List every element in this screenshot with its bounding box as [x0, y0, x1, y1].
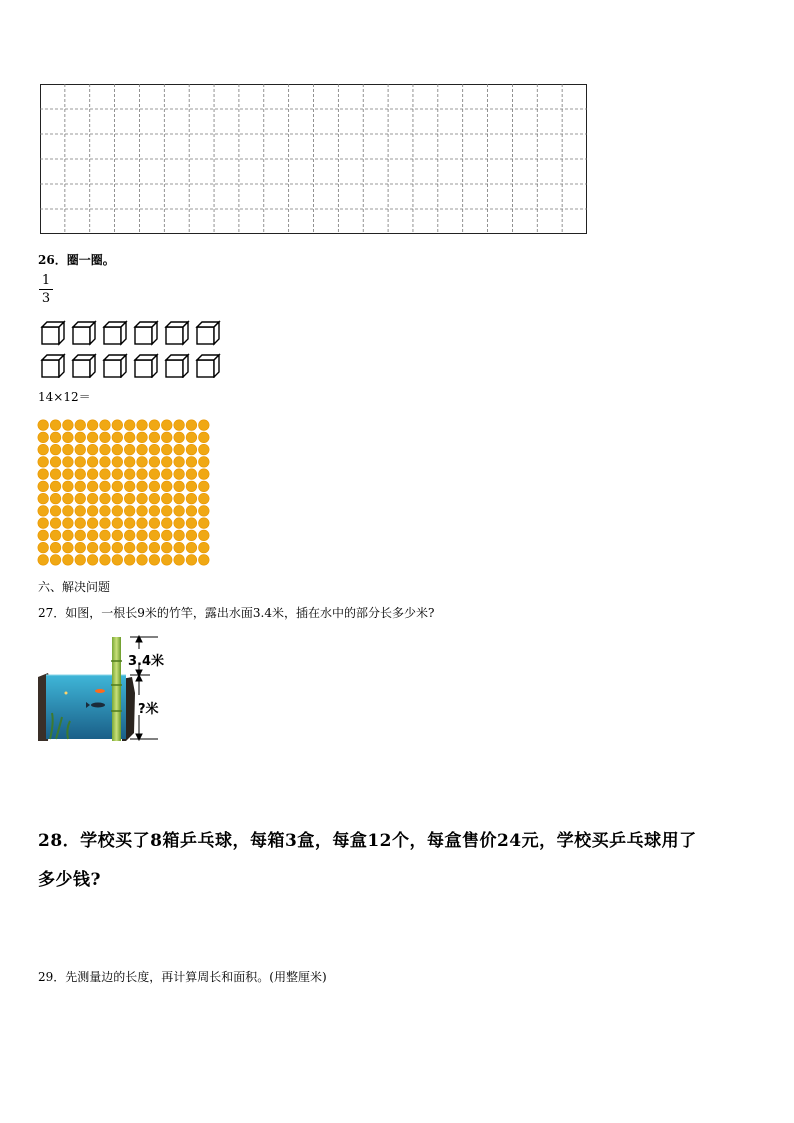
cube-icon [42, 322, 64, 344]
dot [198, 481, 209, 492]
dot [161, 420, 172, 431]
dot [38, 481, 49, 492]
dot [100, 530, 111, 541]
dot [149, 530, 160, 541]
dot [75, 420, 86, 431]
dot [112, 432, 123, 443]
cube-icon [197, 322, 219, 344]
dot [50, 457, 61, 468]
dot [100, 420, 111, 431]
dot [124, 420, 135, 431]
dot [100, 444, 111, 455]
dot [75, 530, 86, 541]
dot [161, 469, 172, 480]
dot [149, 432, 160, 443]
dot [75, 457, 86, 468]
dot [161, 542, 172, 553]
dot [124, 506, 135, 517]
dot [63, 518, 74, 529]
fraction-denominator: 3 [41, 291, 51, 306]
dot [87, 493, 98, 504]
dot [75, 518, 86, 529]
dot [75, 506, 86, 517]
dot [100, 493, 111, 504]
dot [198, 457, 209, 468]
dot [50, 493, 61, 504]
dot [137, 469, 148, 480]
dot [124, 555, 135, 566]
dot [198, 530, 209, 541]
dot [100, 481, 111, 492]
dot [149, 542, 160, 553]
dot [50, 444, 61, 455]
cube-icon [73, 355, 95, 377]
dot [161, 493, 172, 504]
fraction-numerator: 1 [41, 273, 51, 288]
dot [198, 444, 209, 455]
dot [112, 420, 123, 431]
dot [174, 518, 185, 529]
dot [137, 457, 148, 468]
dot [63, 432, 74, 443]
dot [198, 518, 209, 529]
dot [63, 542, 74, 553]
dot [50, 506, 61, 517]
dot [75, 493, 86, 504]
dot [100, 518, 111, 529]
fish-dark [91, 703, 105, 708]
dot [63, 444, 74, 455]
label-above-water: 3.4米 [128, 654, 165, 669]
dot [50, 518, 61, 529]
multiplication-expression: 14×12＝ [38, 390, 91, 404]
dot [63, 481, 74, 492]
dot [198, 542, 209, 553]
dot [161, 518, 172, 529]
dot [161, 432, 172, 443]
dot [75, 444, 86, 455]
dot [50, 420, 61, 431]
dot [63, 457, 74, 468]
dot [75, 469, 86, 480]
dot [38, 420, 49, 431]
question-27-text: 27．如图，一根长9米的竹竿，露出水面3.4米，插在水中的部分长多少米? [38, 606, 435, 620]
dot [174, 469, 185, 480]
dot [124, 518, 135, 529]
cube-icon [135, 355, 157, 377]
dot [38, 518, 49, 529]
dot [137, 444, 148, 455]
dot [137, 542, 148, 553]
dot [87, 469, 98, 480]
cube-icon [166, 322, 188, 344]
dot [149, 444, 160, 455]
dot [174, 457, 185, 468]
dot [149, 493, 160, 504]
dot [112, 530, 123, 541]
label-in-water: ?米 [138, 702, 159, 717]
dot [174, 481, 185, 492]
dot [186, 555, 197, 566]
dot [198, 555, 209, 566]
dot [174, 530, 185, 541]
dot [186, 542, 197, 553]
dot [75, 542, 86, 553]
dot [186, 420, 197, 431]
dot [149, 469, 160, 480]
dot [186, 457, 197, 468]
dot [63, 420, 74, 431]
dot [161, 555, 172, 566]
dot [149, 481, 160, 492]
dot [50, 469, 61, 480]
dot [124, 457, 135, 468]
dot [50, 530, 61, 541]
dot [174, 506, 185, 517]
dot [38, 555, 49, 566]
cube-icon [197, 355, 219, 377]
dot [137, 420, 148, 431]
cube-icon [73, 322, 95, 344]
dot [87, 481, 98, 492]
dot [87, 530, 98, 541]
dot [137, 555, 148, 566]
dot [186, 493, 197, 504]
dot [112, 469, 123, 480]
question-28-line-1: 28．学校买了8箱乒乓球，每箱3盒，每盒12个，每盒售价24元，学校买乒乓球用了 [38, 831, 697, 851]
dot [186, 518, 197, 529]
dot [174, 420, 185, 431]
dot [38, 444, 49, 455]
dot [100, 469, 111, 480]
dot [124, 542, 135, 553]
fraction-bar [39, 289, 53, 290]
dot [186, 444, 197, 455]
dot [112, 481, 123, 492]
dot [38, 493, 49, 504]
dot [124, 432, 135, 443]
dot [149, 457, 160, 468]
bamboo-pole [112, 637, 121, 741]
dot [63, 506, 74, 517]
dot [112, 493, 123, 504]
dot [112, 506, 123, 517]
dot [161, 506, 172, 517]
cube-group [40, 320, 230, 378]
dot [38, 542, 49, 553]
dot [137, 506, 148, 517]
dot [137, 481, 148, 492]
dot [112, 555, 123, 566]
dot [38, 469, 49, 480]
dot [38, 530, 49, 541]
dot [100, 432, 111, 443]
dot [124, 469, 135, 480]
dot [50, 481, 61, 492]
writing-grid [40, 84, 587, 234]
dot [75, 481, 86, 492]
dot [124, 493, 135, 504]
dot [186, 469, 197, 480]
dot [161, 444, 172, 455]
dot [149, 555, 160, 566]
dot [63, 555, 74, 566]
fraction-one-third [39, 273, 53, 306]
dot [137, 493, 148, 504]
cube-icon [135, 322, 157, 344]
dot [124, 444, 135, 455]
dot [186, 530, 197, 541]
dot [112, 457, 123, 468]
dot [112, 542, 123, 553]
dot [174, 542, 185, 553]
dot [198, 493, 209, 504]
question-29-text: 29．先测量边的长度，再计算周长和面积。(用整厘米) [38, 970, 327, 984]
dot [174, 432, 185, 443]
dot [87, 432, 98, 443]
dot [149, 420, 160, 431]
dot [75, 555, 86, 566]
dot [186, 432, 197, 443]
dot [87, 457, 98, 468]
dot [87, 420, 98, 431]
dot [87, 555, 98, 566]
dot [100, 555, 111, 566]
dot [174, 444, 185, 455]
dot [38, 506, 49, 517]
dot [174, 555, 185, 566]
dot [75, 432, 86, 443]
dot-array [37, 419, 210, 566]
dot [198, 432, 209, 443]
cube-icon [166, 355, 188, 377]
dot [50, 432, 61, 443]
dot [137, 530, 148, 541]
dot [161, 457, 172, 468]
dot [112, 518, 123, 529]
dot [63, 469, 74, 480]
dot [63, 493, 74, 504]
dot [161, 481, 172, 492]
dot [50, 542, 61, 553]
cube-icon [104, 355, 126, 377]
dot [100, 506, 111, 517]
dot [112, 444, 123, 455]
dot [198, 469, 209, 480]
dot [63, 530, 74, 541]
dot [137, 432, 148, 443]
dot [198, 420, 209, 431]
dot [100, 457, 111, 468]
dot [174, 493, 185, 504]
dot [186, 506, 197, 517]
dot [50, 555, 61, 566]
dot [161, 530, 172, 541]
dot [87, 506, 98, 517]
question-28-line-2: 多少钱? [38, 870, 101, 890]
dot [38, 457, 49, 468]
dot [186, 481, 197, 492]
dot [149, 518, 160, 529]
section-6-title: 六、解决问题 [38, 580, 111, 594]
dot [124, 481, 135, 492]
fish-orange [95, 689, 105, 693]
dot [149, 506, 160, 517]
dot [100, 542, 111, 553]
dot [38, 432, 49, 443]
cube-icon [42, 355, 64, 377]
dot [87, 518, 98, 529]
dot [87, 444, 98, 455]
dot [87, 542, 98, 553]
dot [198, 506, 209, 517]
question-26-title: 26．圈一圈。 [38, 253, 115, 267]
cube-icon [104, 322, 126, 344]
dot [124, 530, 135, 541]
dot [137, 518, 148, 529]
